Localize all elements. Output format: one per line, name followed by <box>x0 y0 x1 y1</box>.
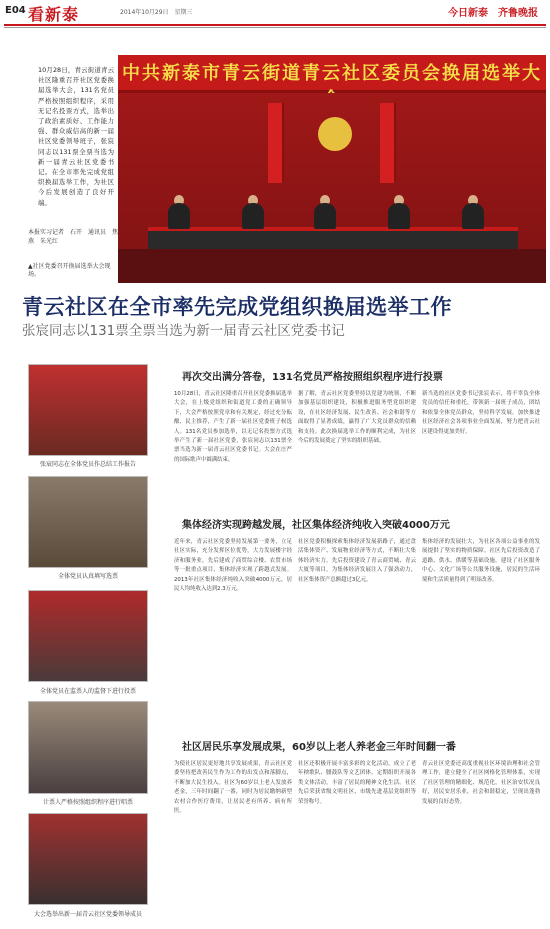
section-heading: 社区居民乐享发展成果，60岁以上老人养老金三年时间翻一番 <box>182 742 456 753</box>
red-flag-right <box>380 103 396 183</box>
article-column: 集体经济的发展壮大，为社区各项公益事业的发展提供了坚实的物质保障。社区先后投资改造了道路、供水、供暖等基础设施，建设了社区服务中心、文化广场等公共服务设施，居民的生活环境和生活质量得到了明显改善。 <box>422 539 540 583</box>
photo-new-committee <box>28 813 148 905</box>
article-column: 10月28日，青云社区隆重召开社区党委换届选举大会，在上级党组织和街道党工委的正确领导下，大会严格按照党章和有关规定，经过充分酝酿、民主推荐，产生了新一届社区党委班子候选人。131名党员参加选举，以无记名投票方式选举产生了新一届社区党委，张宸同志以131票全票当选为新一届青云社区党委书记。大会在庄严的国际歌声中圆满结束。 <box>174 391 292 463</box>
photo-caption: 计票人严格按照组织程序进行唱票 <box>42 799 133 806</box>
person <box>242 203 264 229</box>
article-column: 社区还积极开展丰富多彩的文化活动，成立了老年秧歌队、腰鼓队等文艺团体，定期组织开展各类文体活动，丰富了居民的精神文化生活。社区先后荣获省级文明社区、市级先进基层党组织等荣誉称号。 <box>298 761 416 805</box>
article-column: 新当选的社区党委书记张宸表示，将不辜负全体党员的信任和重托，带领新一届班子成员，团结和依靠全体党员群众，坚持科学发展，加快推进社区经济社会各项事业全面发展，努力把青云社区建设得更加美好。 <box>422 391 540 435</box>
person <box>462 203 484 229</box>
presidium-desk <box>148 227 518 249</box>
stage-floor <box>118 249 546 283</box>
newspaper-masthead: 今日新泰 齐鲁晚报 <box>448 8 538 19</box>
photo-caption: 张宸同志在全体党员作总结工作报告 <box>39 461 136 468</box>
photo-report-speech <box>28 364 148 456</box>
section-title: 看新泰 <box>28 5 80 24</box>
section-heading: 再次交出满分答卷，131名党员严格按照组织程序进行投票 <box>182 372 443 383</box>
reporter-credit: 本报实习记者 石开 通讯员 焦燕 朱光红 <box>28 229 119 245</box>
section-heading: 集体经济实现跨越发展，社区集体经济纯收入突破4000万元 <box>182 520 450 531</box>
photo-filling-ballots <box>28 476 148 568</box>
article-column: 社区党委积极探索集体经济发展新路子，通过盘活集体资产、发展物业经济等方式，不断壮大集体经济实力。先后投资建设了青云商贸城、青云大厦等项目，为集体经济发展注入了强劲动力，社区集体资产总额超过3亿元。 <box>298 539 416 583</box>
red-flag-left <box>268 103 284 183</box>
main-photo <box>118 55 546 283</box>
article-column: 为使社区居民更好地共享发展成果，青云社区党委坚持把改善民生作为工作的出发点和落脚点，不断加大民生投入。社区为60岁以上老人发放养老金，三年时间翻了一番，同时为居民缴纳新型农村合作医疗费用，让居民老有所养、病有所医。 <box>174 761 292 815</box>
photo-vote-counting <box>28 701 148 794</box>
headline: 青云社区在全市率先完成党组织换届选举工作 <box>22 295 452 319</box>
photo-voting <box>28 590 148 682</box>
banner-text: 中共新泰市青云街道青云社区委员会换届选举大 <box>122 63 542 84</box>
article-column: 近年来，青云社区党委坚持发展第一要务，立足社区实际，充分发挥区位优势，大力发展楼宇经济和服务业，先后建成了商贸综合楼、农贸市场等一批重点项目，集体经济实现了跨越式发展。2013年社区集体经济纯收入突破4000万元，居民人均纯收入达到2.3万元。 <box>174 539 292 593</box>
header-divider <box>4 24 546 26</box>
person <box>168 203 190 229</box>
page-number: E04 <box>5 5 26 16</box>
party-emblem-icon <box>318 117 352 151</box>
meeting-banner <box>118 55 546 93</box>
article-column: 青云社区党委还高度重视社区环境治理和社会管理工作，建立健全了社区网格化管理体系，实现了社区管理的精细化、规范化，社区治安状况良好，居民安居乐业，社会和谐稳定，呈现出蓬勃发展的良好态势。 <box>422 761 540 805</box>
photo-caption: 大会选举出新一届青云社区党委领导成员 <box>33 911 142 918</box>
main-photo-caption: ▲社区党委召开换届选举大会现场。 <box>28 263 111 278</box>
person <box>314 203 336 229</box>
photo-caption: 全体党员在监票人的监督下进行投票 <box>39 688 136 695</box>
header-date: 2014年10月29日 星期三 <box>120 9 193 16</box>
intro-paragraph: 10月28日，青云街道青云社区隆重召开社区党委换届选举大会，131名党员严格按照组织程序，采用无记名投票方式，选举出了政治素质好、工作能力强、群众威信高的新一届社区党委领导班子，张宸同志以131票全票当选为新一届青云社区党委书记。在全市率先完成党组织换届选举工作，为社区今后发展创造了良好开端。 <box>38 66 114 207</box>
photo-caption: 全体党员认真填写选票 <box>57 573 118 580</box>
subheadline: 张宸同志以131票全票当选为新一届青云社区党委书记 <box>22 323 345 339</box>
person <box>388 203 410 229</box>
header-divider-thin <box>4 27 546 28</box>
article-column: 据了解，青云社区党委坚持以党建为统领，不断加强基层组织建设，积极推进服务型党组织建设，在社区经济发展、民生改善、社会和谐等方面取得了显著成绩，赢得了广大党员群众的信赖和支持。此次换届选举工作的顺利完成，为社区今后的发展奠定了坚实的组织基础。 <box>298 391 416 445</box>
